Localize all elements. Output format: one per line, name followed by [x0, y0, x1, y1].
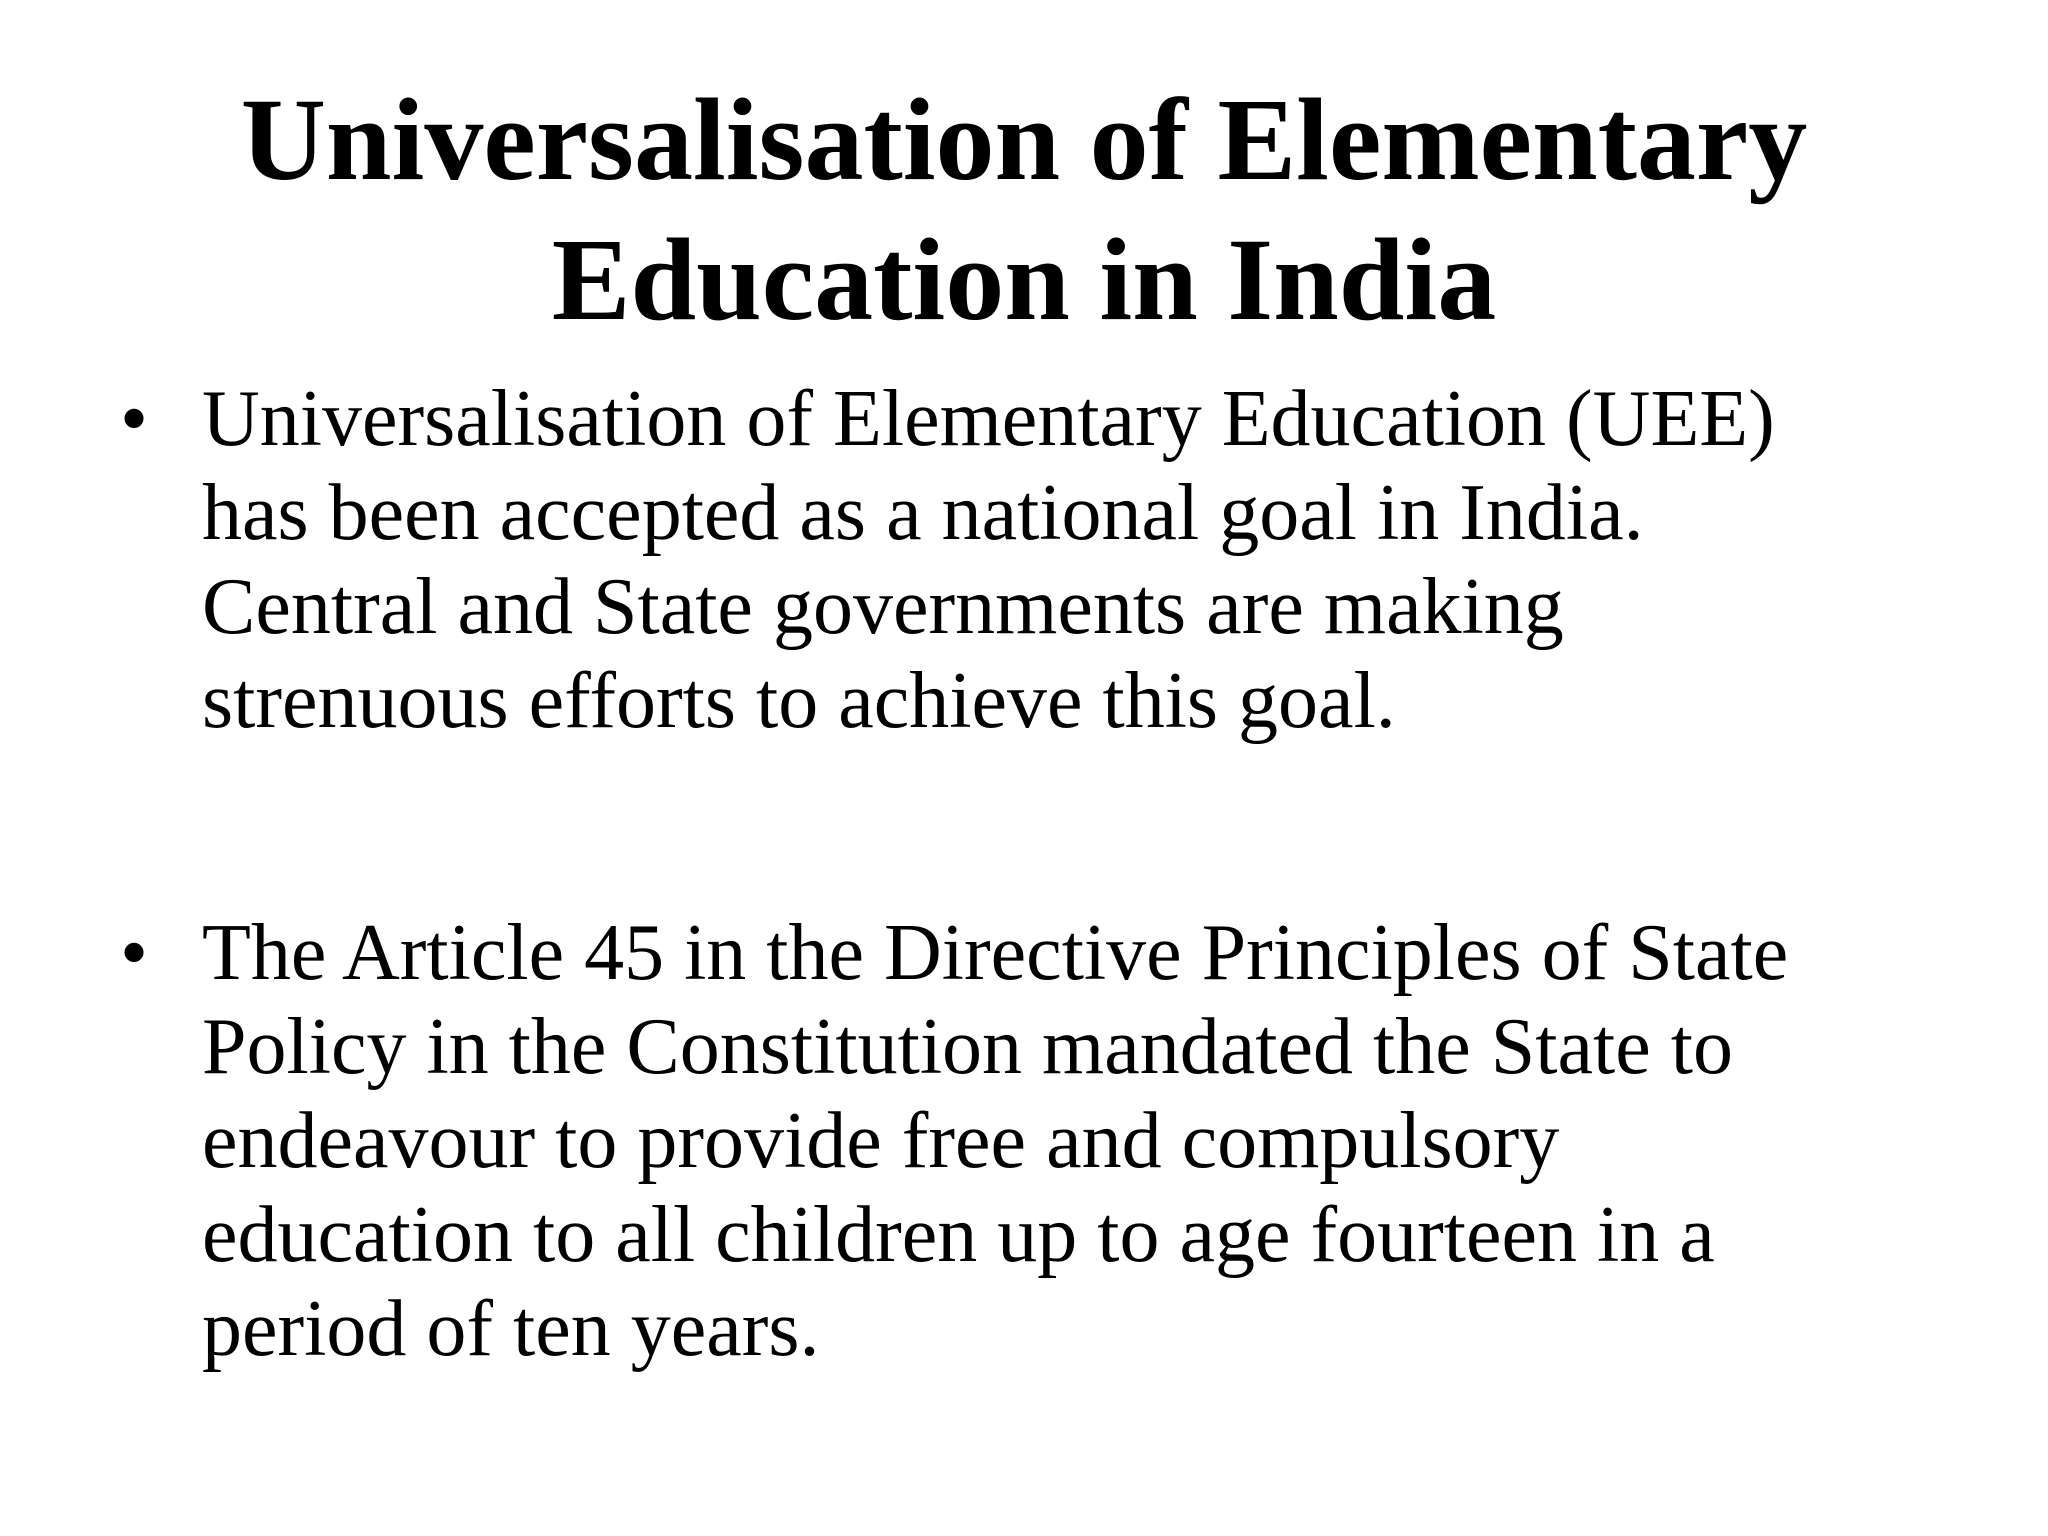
bullet-marker: • — [120, 909, 149, 997]
bullet-marker: • — [120, 375, 149, 463]
bullet-text-line: strenuous efforts to achieve this goal. — [202, 657, 1396, 745]
bullet-text-line: education to all children up to age fourteen in a — [202, 1191, 1715, 1279]
slide-title — [120, 70, 1928, 350]
bullet-text-line: The Article 45 in the Directive Principles of State — [202, 909, 1789, 997]
bullet-text-line: has been accepted as a national goal in India. — [202, 469, 1644, 557]
slide-title-line: Education in India — [551, 214, 1497, 345]
bullet-list — [120, 372, 1970, 1376]
bullet-text-line: period of ten years. — [202, 1285, 820, 1373]
slide-title-line: Universalisation of Elementary — [240, 74, 1808, 205]
bullet-text-line: Central and State governments are making — [202, 563, 1564, 651]
bullet-text-line: Universalisation of Elementary Education (UEE) — [202, 375, 1775, 463]
bullet-text-line: endeavour to provide free and compulsory — [202, 1097, 1560, 1185]
bullet-text-line: Policy in the Constitution mandated the State to — [202, 1003, 1733, 1091]
bullet-item-article-45 — [120, 906, 1970, 1376]
bullet-item-uee-goal — [120, 372, 1970, 748]
